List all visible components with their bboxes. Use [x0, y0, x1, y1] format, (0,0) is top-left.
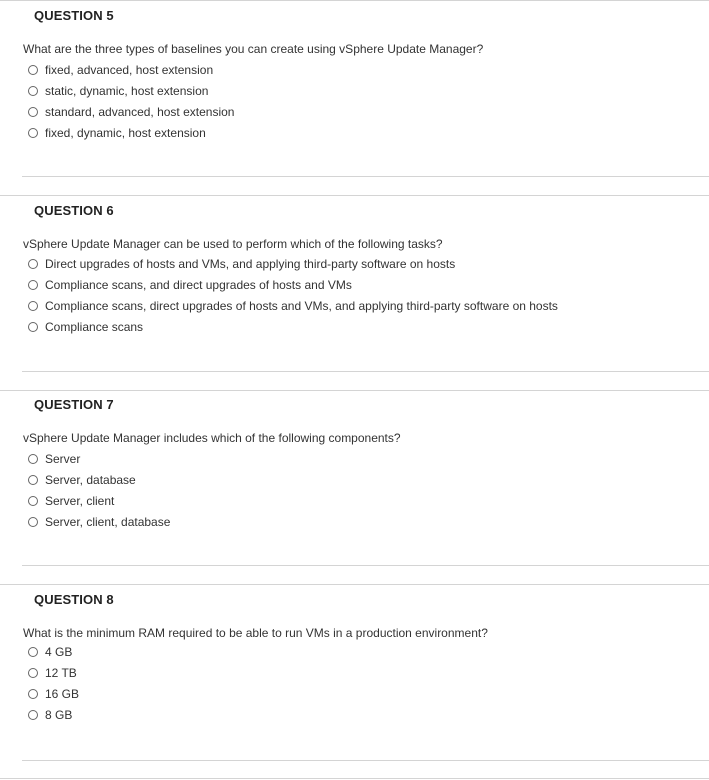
answer-option-label: Compliance scans — [45, 320, 144, 334]
answer-option-label: Server, database — [45, 473, 136, 487]
radio-button-icon[interactable] — [28, 496, 38, 506]
answer-option-label: Direct upgrades of hosts and VMs, and applying third-party software on hosts — [45, 257, 456, 271]
question-text: What is the minimum RAM required to be able to run VMs in a production environment? — [23, 626, 488, 640]
question-divider — [22, 371, 709, 372]
answer-option[interactable] — [28, 513, 170, 531]
answer-option[interactable] — [28, 471, 136, 489]
answer-option[interactable] — [28, 685, 79, 703]
question-divider — [0, 390, 709, 391]
radio-button-icon[interactable] — [28, 668, 38, 678]
answer-option-label: Compliance scans, direct upgrades of hosts and VMs, and applying third-party software on hosts — [45, 299, 558, 313]
answer-option-label: static, dynamic, host extension — [45, 84, 209, 98]
question-divider — [0, 584, 709, 585]
answer-option[interactable] — [28, 276, 352, 294]
radio-button-icon[interactable] — [28, 517, 38, 527]
answer-option[interactable] — [28, 450, 80, 468]
question-title: QUESTION 6 — [34, 203, 114, 218]
answer-option[interactable] — [28, 664, 77, 682]
answer-option[interactable] — [28, 706, 72, 724]
radio-button-icon[interactable] — [28, 322, 38, 332]
answer-option-label: Server, client — [45, 494, 115, 508]
answer-option[interactable] — [28, 124, 206, 142]
answer-option[interactable] — [28, 61, 213, 79]
question-divider — [0, 0, 709, 1]
radio-button-icon[interactable] — [28, 128, 38, 138]
answer-option-label: Compliance scans, and direct upgrades of hosts and VMs — [45, 278, 352, 292]
answer-option-label: standard, advanced, host extension — [45, 105, 235, 119]
question-divider — [22, 176, 709, 177]
answer-option[interactable] — [28, 297, 558, 315]
answer-option[interactable] — [28, 643, 72, 661]
answer-option-label: 12 TB — [45, 666, 77, 680]
answer-option-label: Server, client, database — [45, 515, 171, 529]
answer-option-label: 8 GB — [45, 708, 73, 722]
answer-option[interactable] — [28, 255, 455, 273]
question-text: vSphere Update Manager can be used to perform which of the following tasks? — [23, 237, 443, 251]
question-title: QUESTION 7 — [34, 397, 114, 412]
answer-option-label: Server — [45, 452, 81, 466]
answer-option[interactable] — [28, 492, 114, 510]
answer-option-label: 16 GB — [45, 687, 80, 701]
radio-button-icon[interactable] — [28, 86, 38, 96]
answer-option-label: fixed, dynamic, host extension — [45, 126, 206, 140]
answer-option[interactable] — [28, 318, 143, 336]
question-divider — [22, 760, 709, 761]
question-title: QUESTION 8 — [34, 592, 114, 607]
radio-button-icon[interactable] — [28, 454, 38, 464]
question-text: vSphere Update Manager includes which of the following components? — [23, 431, 401, 445]
radio-button-icon[interactable] — [28, 259, 38, 269]
radio-button-icon[interactable] — [28, 475, 38, 485]
radio-button-icon[interactable] — [28, 65, 38, 75]
question-divider — [22, 565, 709, 566]
question-divider — [0, 778, 709, 779]
radio-button-icon[interactable] — [28, 710, 38, 720]
radio-button-icon[interactable] — [28, 280, 38, 290]
question-title: QUESTION 5 — [34, 8, 114, 23]
answer-option[interactable] — [28, 103, 234, 121]
radio-button-icon[interactable] — [28, 107, 38, 117]
radio-button-icon[interactable] — [28, 647, 38, 657]
radio-button-icon[interactable] — [28, 689, 38, 699]
question-divider — [0, 195, 709, 196]
answer-option[interactable] — [28, 82, 208, 100]
answer-option-label: 4 GB — [45, 645, 73, 659]
answer-option-label: fixed, advanced, host extension — [45, 63, 214, 77]
question-text: What are the three types of baselines you can create using vSphere Update Manager? — [23, 42, 484, 56]
radio-button-icon[interactable] — [28, 301, 38, 311]
